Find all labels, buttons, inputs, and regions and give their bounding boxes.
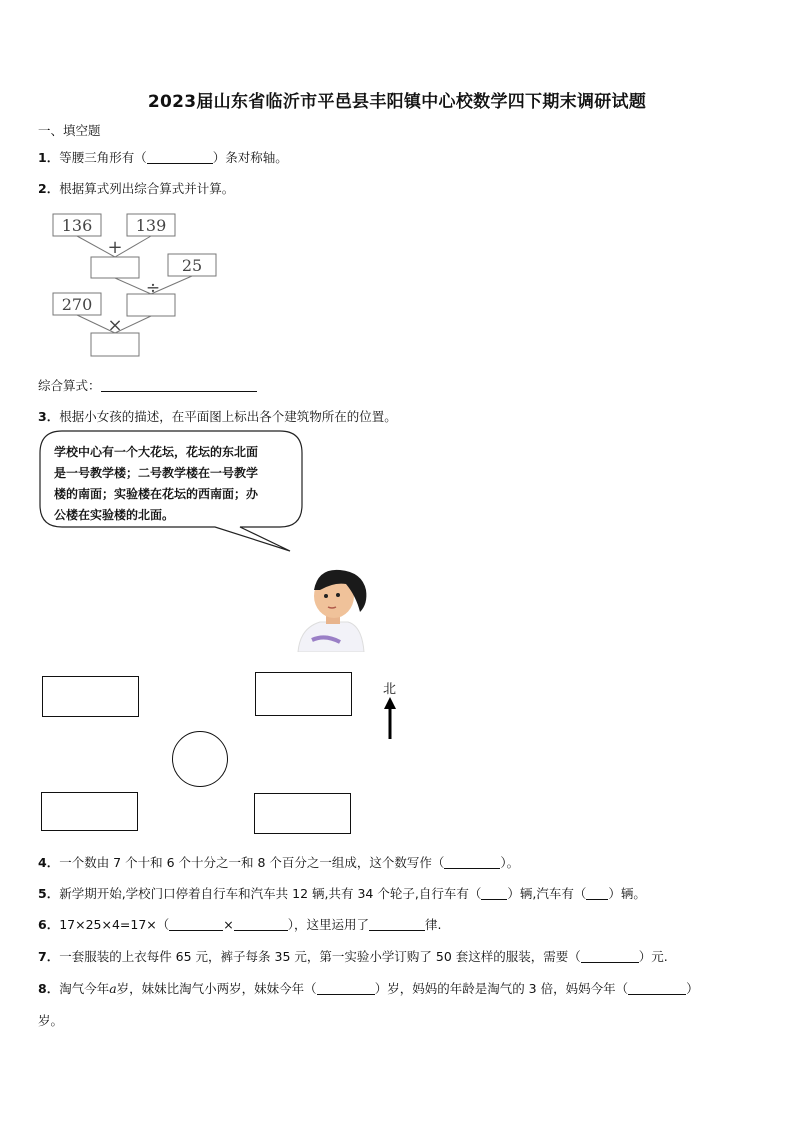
answer-blank-bikes[interactable] (481, 887, 507, 900)
bubble-text (54, 442, 294, 526)
page-title: 2023届山东省临沂市平邑县丰阳镇中心校数学四下期末调研试题 (147, 92, 647, 112)
answer-blank-law[interactable] (369, 918, 425, 931)
box-result-1[interactable] (91, 257, 139, 278)
question-text: 一个数由 7 个十和 6 个十分之一和 8 个百分之一组成，这个数写作（ (59, 855, 445, 870)
question-text: ）条对称轴。 (212, 150, 288, 165)
question-text: 根据算式列出综合算式并计算。 (59, 181, 235, 196)
number-139: 139 (135, 216, 167, 235)
question-text: × (223, 917, 234, 932)
bubble-line: 楼的南面；实验楼在花坛的西南面；办 (54, 487, 259, 501)
bubble-line: 公楼在实验楼的北面。 (54, 508, 175, 522)
girl-illustration (290, 560, 380, 652)
answer-blank[interactable] (581, 950, 639, 963)
answer-blank-sister[interactable] (317, 982, 375, 995)
question-text: ）岁，妈妈的年龄是淘气的 3 倍，妈妈今年（ (374, 981, 629, 996)
question-3 (38, 407, 397, 425)
question-6 (38, 915, 442, 933)
question-text: ）。 (500, 855, 520, 870)
multiply-sign: × (107, 315, 123, 336)
question-number: 1． (38, 150, 60, 165)
answer-blank[interactable] (147, 151, 213, 164)
question-text: 律. (425, 917, 442, 932)
question-8 (38, 979, 699, 997)
question-number: 6． (38, 917, 60, 932)
building-box-southwest[interactable] (41, 792, 138, 831)
question-text: 等腰三角形有（ (59, 150, 147, 165)
number-25: 25 (181, 256, 203, 275)
question-text: 根据小女孩的描述，在平面图上标出各个建筑物所在的位置。 (59, 409, 397, 424)
divide-sign: ÷ (145, 278, 161, 298)
question-number: 7． (38, 949, 60, 964)
question-text: 淘气今年 (59, 981, 110, 996)
north-label: 北 (383, 682, 397, 697)
question-text: 岁，妹妹比淘气小两岁，妹妹今年（ (116, 981, 317, 996)
building-box-northeast[interactable] (255, 672, 352, 716)
question-number: 8． (38, 981, 60, 996)
question-text: 17×25×4=17×（ (59, 917, 170, 932)
calculation-diagram (40, 205, 240, 365)
answer-blank[interactable] (169, 918, 223, 931)
building-box-southeast[interactable] (254, 793, 351, 834)
answer-blank[interactable] (101, 379, 257, 392)
question-text: 一套服装的上衣每件 65 元，裤子每条 35 元，第一实验小学订购了 50 套这样的服装，需要（ (59, 949, 581, 964)
answer-blank[interactable] (234, 918, 288, 931)
combined-expression-label: 综合算式： (38, 378, 101, 393)
flower-bed-circle (172, 731, 228, 787)
number-270: 270 (61, 295, 93, 314)
plus-sign: + (107, 237, 123, 258)
question-1 (38, 148, 288, 166)
number-136: 136 (61, 216, 93, 235)
combined-expression-line (38, 376, 257, 394)
answer-blank[interactable] (444, 856, 500, 869)
question-text: ）元. (638, 949, 668, 964)
section-heading: 一、填空题 (38, 123, 101, 138)
question-number: 4． (38, 855, 60, 870)
bubble-line: 学校中心有一个大花坛，花坛的东北面 (54, 445, 259, 459)
question-text: ）辆,汽车有（ (507, 886, 587, 901)
box-result-3[interactable] (91, 333, 139, 356)
question-8-continued: 岁。 (38, 1013, 64, 1028)
question-number: 5． (38, 886, 60, 901)
question-7 (38, 947, 668, 965)
question-5 (38, 884, 646, 902)
variable-a: a (109, 981, 117, 996)
question-text: ） (686, 981, 699, 996)
question-number: 2． (38, 181, 60, 196)
question-2 (38, 179, 234, 197)
building-box-northwest[interactable] (42, 676, 139, 717)
answer-blank-cars[interactable] (586, 887, 608, 900)
question-text: ）辆。 (608, 886, 646, 901)
question-text: ），这里运用了 (287, 917, 370, 932)
bubble-line: 是一号教学楼；二号教学楼在一号教学 (54, 466, 259, 480)
question-text: 新学期开始,学校门口停着自行车和汽车共 12 辆,共有 34 个轮子,自行车有（ (59, 886, 482, 901)
question-4 (38, 853, 519, 871)
question-number: 3． (38, 409, 60, 424)
answer-blank-mother[interactable] (628, 982, 686, 995)
north-arrow-icon (381, 697, 399, 741)
